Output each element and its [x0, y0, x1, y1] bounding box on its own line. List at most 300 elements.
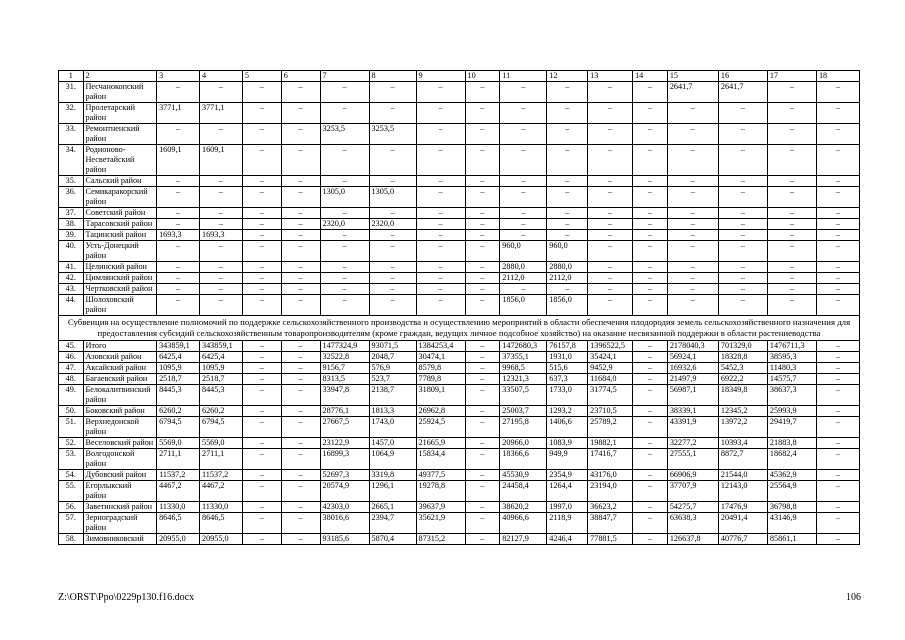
table-row	[59, 230, 860, 241]
value-cell: 31809,1	[416, 385, 465, 406]
value-cell: 2518,7	[157, 374, 200, 385]
value-cell: 5870,4	[369, 534, 416, 545]
value-cell: –	[633, 82, 668, 103]
value-cell: –	[633, 273, 668, 284]
value-cell: –	[718, 273, 767, 284]
value-cell: 11480,3	[767, 363, 816, 374]
value-cell: –	[369, 176, 416, 187]
value-cell: –	[767, 176, 816, 187]
value-cell: 42303,0	[320, 502, 369, 513]
value-cell: 14575,7	[767, 374, 816, 385]
value-cell: 27555,1	[667, 449, 718, 470]
value-cell: –	[465, 273, 500, 284]
value-cell: –	[416, 295, 465, 316]
value-cell: 25003,7	[500, 406, 547, 417]
value-cell: 2665,1	[369, 502, 416, 513]
district-name-cell: Цимлянский район	[83, 273, 157, 284]
value-cell: –	[242, 230, 281, 241]
row-number-cell: 32.	[59, 103, 84, 124]
value-cell: –	[199, 124, 242, 145]
value-cell: 40776,7	[718, 534, 767, 545]
table-row	[59, 176, 860, 187]
value-cell: –	[465, 208, 500, 219]
value-cell: 23122,9	[320, 438, 369, 449]
value-cell: 18682,4	[767, 449, 816, 470]
value-cell: 93185,6	[320, 534, 369, 545]
value-cell: –	[157, 187, 200, 208]
value-cell: 2320,0	[320, 219, 369, 230]
row-number-cell: 34.	[59, 145, 84, 176]
value-cell: –	[816, 187, 859, 208]
district-name-cell: Усть-Донецкий район	[83, 241, 157, 262]
value-cell: 1609,1	[157, 145, 200, 176]
row-number-cell: 55.	[59, 481, 84, 502]
value-cell: –	[242, 352, 281, 363]
table-row	[59, 352, 860, 363]
value-cell: –	[588, 124, 633, 145]
value-cell: –	[767, 219, 816, 230]
value-cell: –	[588, 273, 633, 284]
value-cell: 3771,1	[199, 103, 242, 124]
row-number-cell: 45.	[59, 341, 84, 352]
value-cell: –	[547, 176, 588, 187]
value-cell: 5569,0	[157, 438, 200, 449]
value-cell: –	[320, 145, 369, 176]
row-number-cell: 1	[59, 71, 84, 82]
value-cell: –	[816, 449, 859, 470]
table-row	[59, 284, 860, 295]
value-cell: 2112,0	[500, 273, 547, 284]
table-row	[59, 449, 860, 470]
value-cell: 11537,2	[157, 470, 200, 481]
value-cell: –	[767, 124, 816, 145]
value-cell: –	[242, 385, 281, 406]
footer-file-path: Z:\ORST\Ppo\0229p130.f16.docx	[58, 592, 195, 603]
value-cell: –	[718, 219, 767, 230]
value-cell: 25993,9	[767, 406, 816, 417]
value-cell: 45530,9	[500, 470, 547, 481]
value-cell: –	[157, 176, 200, 187]
value-cell: 45362,9	[767, 470, 816, 481]
value-cell: –	[588, 262, 633, 273]
value-cell: 11330,0	[157, 502, 200, 513]
value-cell: –	[242, 513, 281, 534]
value-cell: –	[242, 295, 281, 316]
value-cell: –	[465, 385, 500, 406]
row-number-cell: 51.	[59, 417, 84, 438]
value-cell: –	[465, 124, 500, 145]
value-cell: 17416,7	[588, 449, 633, 470]
value-cell: –	[667, 124, 718, 145]
district-name-cell: Ремонтненский район	[83, 124, 157, 145]
value-cell: –	[816, 502, 859, 513]
value-cell: –	[633, 417, 668, 438]
value-cell: 13	[588, 71, 633, 82]
value-cell: –	[242, 284, 281, 295]
value-cell: –	[465, 187, 500, 208]
value-cell: 30474,1	[416, 352, 465, 363]
value-cell: –	[667, 219, 718, 230]
value-cell: 2178040,3	[667, 341, 718, 352]
value-cell: 63638,3	[667, 513, 718, 534]
value-cell: –	[718, 103, 767, 124]
value-cell: 637,3	[547, 374, 588, 385]
value-cell: –	[633, 187, 668, 208]
district-name-cell: Верхнедонской район	[83, 417, 157, 438]
value-cell: –	[242, 374, 281, 385]
value-cell: 10	[465, 71, 500, 82]
district-name-cell: Целинский район	[83, 262, 157, 273]
value-cell: 20966,0	[500, 438, 547, 449]
value-cell: 43391,9	[667, 417, 718, 438]
value-cell: –	[816, 241, 859, 262]
row-number-cell: 56.	[59, 502, 84, 513]
table-row	[59, 341, 860, 352]
value-cell: 17	[767, 71, 816, 82]
district-name-cell: Тацинский район	[83, 230, 157, 241]
value-cell: –	[500, 187, 547, 208]
value-cell: –	[199, 241, 242, 262]
value-cell: 3253,5	[369, 124, 416, 145]
section-title: Субвенция на осуществление полномочий по поддержке сельскохозяйственного производства и осуществлению мероприятий в области обеспечения плодородия земель сельскохозяйственного назначения для предоставления субсидий сельскохозяйственным товаропроизводителям (кроме граждан, ведущих личное подсобное хозяйство) на оказание несвязанной поддержки в области растениеводства	[59, 316, 860, 341]
district-name-cell: Дубовский район	[83, 470, 157, 481]
value-cell: –	[547, 82, 588, 103]
value-cell: –	[816, 352, 859, 363]
table-row	[59, 208, 860, 219]
value-cell: 1396522,5	[588, 341, 633, 352]
value-cell: 26962,8	[416, 406, 465, 417]
value-cell: –	[816, 363, 859, 374]
value-cell: –	[633, 262, 668, 273]
district-name-cell: Боковский район	[83, 406, 157, 417]
value-cell: –	[718, 187, 767, 208]
value-cell: 1406,6	[547, 417, 588, 438]
value-cell: 2711,1	[199, 449, 242, 470]
value-cell: –	[465, 219, 500, 230]
value-cell: –	[767, 273, 816, 284]
value-cell: 12321,3	[500, 374, 547, 385]
row-number-cell: 47.	[59, 363, 84, 374]
value-cell: –	[816, 262, 859, 273]
value-cell: –	[767, 230, 816, 241]
value-cell: –	[816, 219, 859, 230]
value-cell: –	[633, 513, 668, 534]
value-cell: 343859,1	[199, 341, 242, 352]
value-cell: 7	[320, 71, 369, 82]
value-cell: 9	[416, 71, 465, 82]
value-cell: –	[281, 374, 320, 385]
value-cell: –	[242, 82, 281, 103]
value-cell: –	[242, 219, 281, 230]
value-cell: 515,6	[547, 363, 588, 374]
value-cell: –	[281, 241, 320, 262]
value-cell: –	[242, 417, 281, 438]
value-cell: –	[588, 187, 633, 208]
value-cell: 56987,1	[667, 385, 718, 406]
value-cell: –	[157, 295, 200, 316]
row-number-cell: 46.	[59, 352, 84, 363]
value-cell: 1264,4	[547, 481, 588, 502]
value-cell: 343859,1	[157, 341, 200, 352]
value-cell: –	[157, 208, 200, 219]
value-cell: 2112,0	[547, 273, 588, 284]
value-cell: 20491,4	[718, 513, 767, 534]
district-name-cell: Зимовниковский	[83, 534, 157, 545]
value-cell: –	[157, 273, 200, 284]
value-cell: –	[369, 230, 416, 241]
value-cell: –	[281, 481, 320, 502]
value-cell: –	[767, 262, 816, 273]
value-cell: –	[465, 534, 500, 545]
value-cell: –	[320, 295, 369, 316]
value-cell: 1296,1	[369, 481, 416, 502]
value-cell: –	[633, 470, 668, 481]
table-row	[59, 187, 860, 208]
value-cell: –	[816, 230, 859, 241]
value-cell: 2354,9	[547, 470, 588, 481]
value-cell: –	[242, 502, 281, 513]
value-cell: –	[588, 176, 633, 187]
value-cell: –	[816, 513, 859, 534]
value-cell: –	[281, 470, 320, 481]
district-name-cell: Сальский район	[83, 176, 157, 187]
value-cell: 18366,6	[500, 449, 547, 470]
row-number-cell: 44.	[59, 295, 84, 316]
value-cell: –	[588, 230, 633, 241]
value-cell: 2320,0	[369, 219, 416, 230]
value-cell: –	[199, 82, 242, 103]
value-cell: 18	[816, 71, 859, 82]
value-cell: 1733,0	[547, 385, 588, 406]
table-row	[59, 438, 860, 449]
value-cell: –	[633, 230, 668, 241]
value-cell: –	[416, 103, 465, 124]
value-cell: –	[547, 230, 588, 241]
row-number-cell: 49.	[59, 385, 84, 406]
value-cell: 1856,0	[547, 295, 588, 316]
value-cell: –	[500, 208, 547, 219]
value-cell: –	[633, 352, 668, 363]
value-cell: –	[718, 145, 767, 176]
value-cell: –	[767, 145, 816, 176]
row-number-cell: 42.	[59, 273, 84, 284]
value-cell: –	[465, 352, 500, 363]
value-cell: –	[767, 103, 816, 124]
value-cell: –	[157, 219, 200, 230]
table-row	[59, 481, 860, 502]
value-cell: 43146,9	[767, 513, 816, 534]
table-row	[59, 534, 860, 545]
value-cell: –	[547, 187, 588, 208]
value-cell: –	[369, 145, 416, 176]
value-cell: 28776,1	[320, 406, 369, 417]
value-cell: 12345,2	[718, 406, 767, 417]
value-cell: 19278,8	[416, 481, 465, 502]
value-cell: –	[816, 145, 859, 176]
district-name-cell: Аксайский район	[83, 363, 157, 374]
value-cell: –	[465, 284, 500, 295]
value-cell: –	[281, 262, 320, 273]
value-cell: –	[465, 502, 500, 513]
value-cell: 77881,5	[588, 534, 633, 545]
value-cell: –	[816, 124, 859, 145]
value-cell: –	[416, 284, 465, 295]
value-cell: 10393,4	[718, 438, 767, 449]
value-cell: 29419,7	[767, 417, 816, 438]
value-cell: 8646,5	[157, 513, 200, 534]
value-cell: –	[718, 176, 767, 187]
value-cell: –	[242, 273, 281, 284]
value-cell: –	[816, 417, 859, 438]
value-cell: 16	[718, 71, 767, 82]
value-cell: –	[667, 295, 718, 316]
value-cell: 3253,5	[320, 124, 369, 145]
value-cell: –	[281, 124, 320, 145]
value-cell: –	[369, 284, 416, 295]
value-cell: –	[242, 406, 281, 417]
value-cell: –	[500, 219, 547, 230]
value-cell: –	[633, 406, 668, 417]
value-cell: –	[199, 219, 242, 230]
table-row	[59, 241, 860, 262]
value-cell: –	[199, 273, 242, 284]
value-cell: 576,9	[369, 363, 416, 374]
value-cell: –	[465, 438, 500, 449]
column-number-header-row	[59, 71, 860, 82]
value-cell: –	[242, 534, 281, 545]
value-cell: 6260,2	[199, 406, 242, 417]
value-cell: –	[281, 219, 320, 230]
value-cell: –	[667, 187, 718, 208]
value-cell: –	[718, 124, 767, 145]
value-cell: –	[281, 103, 320, 124]
value-cell: –	[633, 449, 668, 470]
value-cell: 6794,5	[199, 417, 242, 438]
value-cell: –	[369, 262, 416, 273]
value-cell: 54275,7	[667, 502, 718, 513]
value-cell: –	[369, 82, 416, 103]
value-cell: 6922,2	[718, 374, 767, 385]
value-cell: –	[242, 176, 281, 187]
value-cell: 27667,5	[320, 417, 369, 438]
district-name-cell: Веселовский район	[83, 438, 157, 449]
value-cell: –	[547, 124, 588, 145]
value-cell: –	[281, 230, 320, 241]
table-row	[59, 145, 860, 176]
value-cell: –	[588, 145, 633, 176]
row-number-cell: 37.	[59, 208, 84, 219]
value-cell: –	[718, 262, 767, 273]
value-cell: 38595,3	[767, 352, 816, 363]
value-cell: 1743,0	[369, 417, 416, 438]
table-row	[59, 385, 860, 406]
value-cell: –	[667, 145, 718, 176]
value-cell: 12	[547, 71, 588, 82]
value-cell: 15834,4	[416, 449, 465, 470]
value-cell: 3771,1	[157, 103, 200, 124]
value-cell: 8445,3	[157, 385, 200, 406]
value-cell: 4467,2	[199, 481, 242, 502]
value-cell: –	[816, 295, 859, 316]
table-row	[59, 417, 860, 438]
value-cell: –	[465, 103, 500, 124]
value-cell: 21883,8	[767, 438, 816, 449]
value-cell: –	[416, 124, 465, 145]
value-cell: –	[157, 262, 200, 273]
row-number-cell: 38.	[59, 219, 84, 230]
value-cell: –	[667, 262, 718, 273]
district-name-cell: Азовский район	[83, 352, 157, 363]
value-cell: –	[767, 284, 816, 295]
value-cell: –	[369, 273, 416, 284]
value-cell: 20955,0	[157, 534, 200, 545]
value-cell: –	[320, 262, 369, 273]
value-cell: –	[281, 352, 320, 363]
value-cell: 32277,2	[667, 438, 718, 449]
value-cell: 49377,5	[416, 470, 465, 481]
value-cell: 6260,2	[157, 406, 200, 417]
value-cell: –	[281, 534, 320, 545]
value-cell: –	[465, 470, 500, 481]
value-cell: –	[633, 438, 668, 449]
value-cell: –	[767, 295, 816, 316]
value-cell: –	[242, 449, 281, 470]
value-cell: –	[667, 103, 718, 124]
value-cell: –	[547, 103, 588, 124]
value-cell: –	[416, 219, 465, 230]
value-cell: –	[816, 385, 859, 406]
value-cell: –	[320, 241, 369, 262]
value-cell: 6794,5	[157, 417, 200, 438]
value-cell: 1856,0	[500, 295, 547, 316]
value-cell: –	[633, 363, 668, 374]
value-cell: –	[816, 481, 859, 502]
value-cell: 38620,2	[500, 502, 547, 513]
value-cell: –	[633, 145, 668, 176]
value-cell: –	[816, 438, 859, 449]
data-table	[58, 70, 860, 545]
value-cell: 7789,8	[416, 374, 465, 385]
value-cell: –	[500, 230, 547, 241]
value-cell: –	[633, 124, 668, 145]
value-cell: 16932,6	[667, 363, 718, 374]
value-cell: –	[281, 82, 320, 103]
row-number-cell: 50.	[59, 406, 84, 417]
value-cell: 66906,9	[667, 470, 718, 481]
value-cell: –	[416, 208, 465, 219]
value-cell: –	[242, 262, 281, 273]
value-cell: 33507,5	[500, 385, 547, 406]
value-cell: –	[320, 208, 369, 219]
value-cell: –	[547, 219, 588, 230]
value-cell: –	[667, 230, 718, 241]
value-cell: –	[633, 534, 668, 545]
value-cell: –	[281, 187, 320, 208]
value-cell: 2880,0	[500, 262, 547, 273]
value-cell: 2048,7	[369, 352, 416, 363]
row-number-cell: 43.	[59, 284, 84, 295]
value-cell: 5569,0	[199, 438, 242, 449]
value-cell: 16899,3	[320, 449, 369, 470]
district-name-cell: 2	[83, 71, 157, 82]
value-cell: 2880,0	[547, 262, 588, 273]
value-cell: 38016,6	[320, 513, 369, 534]
district-name-cell: Чертковский район	[83, 284, 157, 295]
district-name-cell: Советский район	[83, 208, 157, 219]
value-cell: 1384253,4	[416, 341, 465, 352]
value-cell: –	[588, 219, 633, 230]
value-cell: –	[281, 385, 320, 406]
